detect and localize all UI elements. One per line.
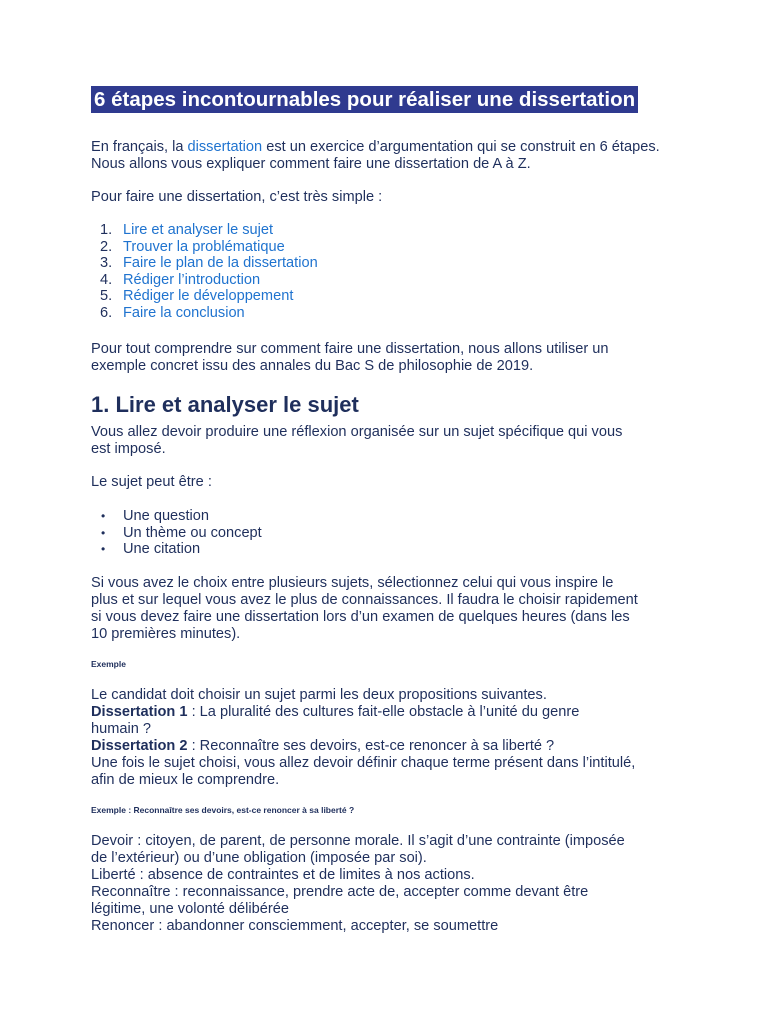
subject-types-list [91,508,491,558]
concrete-example-paragraph: Pour tout comprendre sur comment faire une dissertation, nous allons utiliser un exemple concret issu des annales du Bac S de philosophie de 2019. [91,341,609,374]
section1-paragraph: Vous allez devoir produire une réflexion organisée sur un sujet spécifique qui vous est imposé. [91,424,623,457]
page-title: 6 étapes incontournables pour réaliser une dissertation [91,86,638,113]
definitions-paragraph: Devoir : citoyen, de parent, de personne morale. Il s’agit d’une contrainte (imposée de l’extérieur) ou d’une obligation (imposée par soi). Liberté : absence de contraintes et de limites à nos actions. Reconnaître : reconnaissance, prendre acte de, accepter comme devant être légitime, une volonté délibérée Renoncer : abandonner consciemment, accepter, se soumettre [91,833,625,934]
list-item: • Une citation [101,541,201,558]
step-item-5[interactable]: 5. Rédiger le développement [100,288,294,305]
list-item: • Un thème ou concept [101,524,262,541]
choice-paragraph: Si vous avez le choix entre plusieurs sujets, sélectionnez celui qui vous inspire le plus et sur lequel vous avez le plus de connaissances. Il faudra le choisir rapidement si vous devez faire une dissertation lors d’un examen de quelques heures (dans les 10 premières minutes). [91,575,638,642]
simple-intro: Pour faire une dissertation, c’est très simple : [91,189,383,205]
intro-paragraph: En français, la dissertation est un exercice d’argumentation qui se construit en 6 étapes. Nous allons vous expliquer comment faire une dissertation de A à Z. [91,139,660,172]
step-item-1[interactable]: 1. Lire et analyser le sujet [100,222,274,238]
list-item: • Une question [101,508,210,524]
step-item-6[interactable]: 6. Faire la conclusion [100,304,245,321]
example-subject-label: Exemple : Reconnaître ses devoirs, est-ce renoncer à sa liberté ? [91,805,355,815]
steps-list [91,222,491,322]
section-heading-1: 1. Lire et analyser le sujet [91,392,359,417]
step-item-3[interactable]: 3. Faire le plan de la dissertation [100,255,318,272]
candidate-paragraph: Le candidat doit choisir un sujet parmi les deux propositions suivantes. Dissertation 1 : La pluralité des cultures fait-elle obstacle à l’unité du genre humain ? Dissertation 2 : Reconnaître ses devoirs, est-ce renoncer à sa liberté ? Une fois le sujet choisi, vous allez devoir définir chaque terme présent dans l’intitulé, afin de mieux le comprendre. [91,687,636,788]
step-item-2[interactable]: 2. Trouver la problématique [100,238,285,255]
subject-types-intro: Le sujet peut être : [91,474,212,490]
step-item-4[interactable]: 4. Rédiger l’introduction [100,271,261,288]
dissertation-link[interactable]: dissertation [187,139,263,155]
bullet-icon: • [101,525,106,540]
bullet-icon: • [101,542,106,557]
example-label: Exemple [91,659,126,669]
bullet-icon: • [101,509,106,523]
